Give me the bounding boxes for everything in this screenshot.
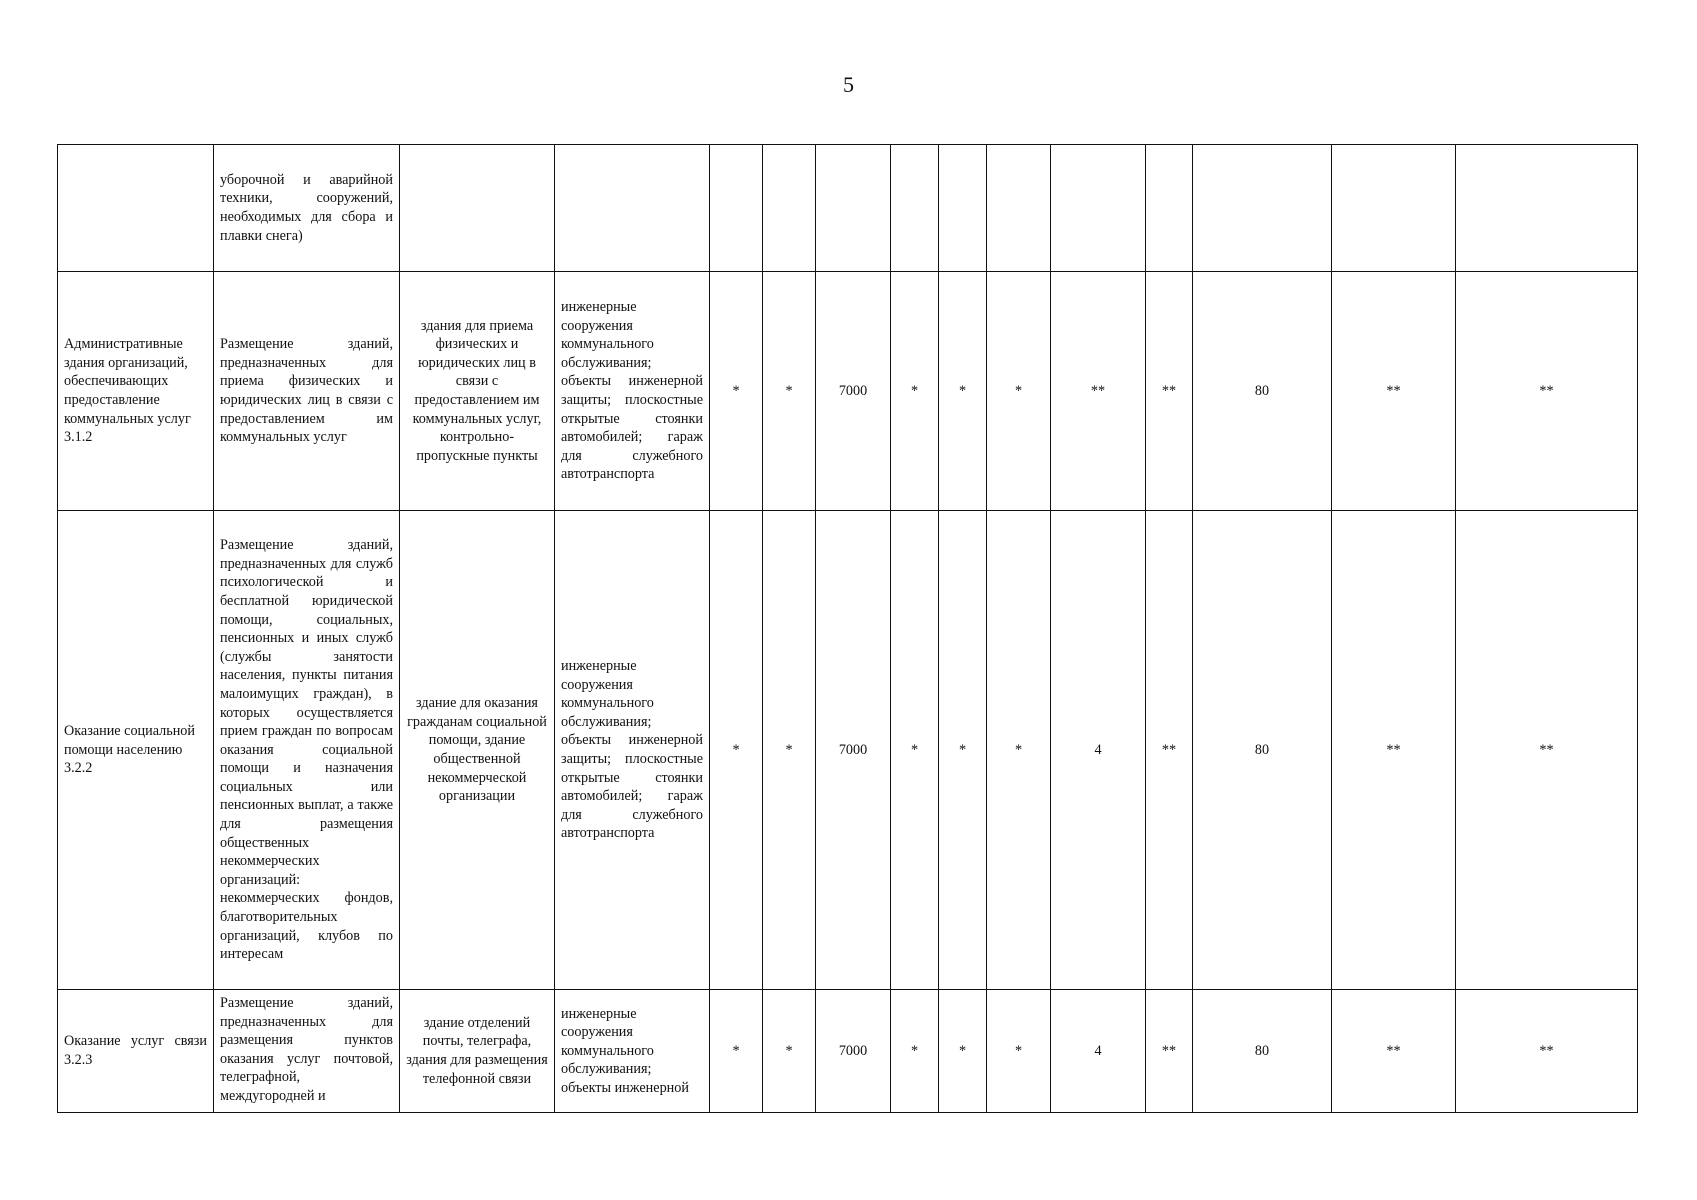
param-cell: ** (1332, 990, 1456, 1113)
param-cell (939, 145, 987, 272)
use-name-cell: Оказание услуг связи 3.2.3 (58, 990, 214, 1113)
buildings-cell: здание отделений почты, телеграфа, здания для размещения телефонной связи (400, 990, 555, 1113)
param-cell: ** (1146, 511, 1193, 990)
param-cell: 7000 (816, 511, 891, 990)
param-cell: 4 (1051, 511, 1146, 990)
param-cell (891, 145, 939, 272)
table-row (58, 272, 1638, 511)
table-row (58, 990, 1638, 1113)
param-cell: * (710, 990, 763, 1113)
param-cell: * (763, 990, 816, 1113)
auxiliary-cell (555, 145, 710, 272)
param-cell: * (891, 272, 939, 511)
param-cell: * (939, 511, 987, 990)
param-cell: * (710, 511, 763, 990)
auxiliary-cell: инженерные сооружения коммунального обслуживания; объекты инженерной (555, 990, 710, 1113)
auxiliary-cell: инженерные сооружения коммунального обслуживания; объекты инженерной защиты; плоскостные открытые стоянки автомобилей; гараж для служебного автотранспорта (555, 272, 710, 511)
param-cell (710, 145, 763, 272)
param-cell: ** (1332, 511, 1456, 990)
param-cell: * (939, 272, 987, 511)
table-row (58, 511, 1638, 990)
param-cell (987, 145, 1051, 272)
param-cell (816, 145, 891, 272)
buildings-cell: здания для приема физических и юридических лиц в связи с предоставлением им коммунальных услуг, контрольно-пропускные пункты (400, 272, 555, 511)
use-description-cell: Размещение зданий, предназначенных для приема физических и юридических лиц в связи с предоставлением им коммунальных услуг (214, 272, 400, 511)
param-cell: 7000 (816, 272, 891, 511)
param-cell: 80 (1193, 990, 1332, 1113)
param-cell: * (763, 511, 816, 990)
use-name-cell (58, 145, 214, 272)
param-cell: * (987, 511, 1051, 990)
param-cell: 4 (1051, 990, 1146, 1113)
param-cell: * (939, 990, 987, 1113)
use-description-cell: Размещение зданий, предназначенных для служб психологической и бесплатной юридической помощи, социальных, пенсионных и иных служб (службы занятости населения, пункты питания малоимущих граждан), в которых осуществляется прием граждан по вопросам оказания социальной помощи и назначения социальных или пенсионных выплат, а также для размещения общественных некоммерческих организаций: некоммерческих фондов, благотворительных организаций, клубов по интересам (214, 511, 400, 990)
param-cell (763, 145, 816, 272)
param-cell: ** (1456, 990, 1638, 1113)
param-cell: ** (1456, 272, 1638, 511)
use-name-cell: Оказание социальной помощи населению 3.2.2 (58, 511, 214, 990)
param-cell: ** (1146, 272, 1193, 511)
param-cell: * (710, 272, 763, 511)
buildings-cell (400, 145, 555, 272)
table-row (58, 145, 1638, 272)
use-description-cell: уборочной и аварийной техники, сооружений, необходимых для сбора и плавки снега) (214, 145, 400, 272)
param-cell: * (987, 990, 1051, 1113)
use-name-cell: Административные здания организаций, обеспечивающих предоставление коммунальных услуг 3.1.2 (58, 272, 214, 511)
use-description-cell (214, 990, 400, 1113)
param-cell: * (987, 272, 1051, 511)
param-cell: ** (1051, 272, 1146, 511)
param-cell: * (891, 511, 939, 990)
param-cell: 80 (1193, 511, 1332, 990)
param-cell: * (763, 272, 816, 511)
param-cell (1332, 145, 1456, 272)
buildings-cell: здание для оказания гражданам социальной помощи, здание общественной некоммерческой организации (400, 511, 555, 990)
param-cell (1193, 145, 1332, 272)
param-cell: 7000 (816, 990, 891, 1113)
auxiliary-cell: инженерные сооружения коммунального обслуживания; объекты инженерной защиты; плоскостные открытые стоянки автомобилей; гараж для служебного автотранспорта (555, 511, 710, 990)
param-cell (1051, 145, 1146, 272)
param-cell: * (891, 990, 939, 1113)
param-cell: ** (1146, 990, 1193, 1113)
page-number: 5 (843, 72, 854, 97)
land-use-table (57, 144, 1638, 1113)
param-cell (1146, 145, 1193, 272)
use-description-text: Размещение зданий, предназначенных для размещения пунктов оказания услуг почтовой, телеграфной, междугородней и (220, 995, 393, 1104)
param-cell (1456, 145, 1638, 272)
param-cell: 80 (1193, 272, 1332, 511)
param-cell: ** (1456, 511, 1638, 990)
param-cell: ** (1332, 272, 1456, 511)
